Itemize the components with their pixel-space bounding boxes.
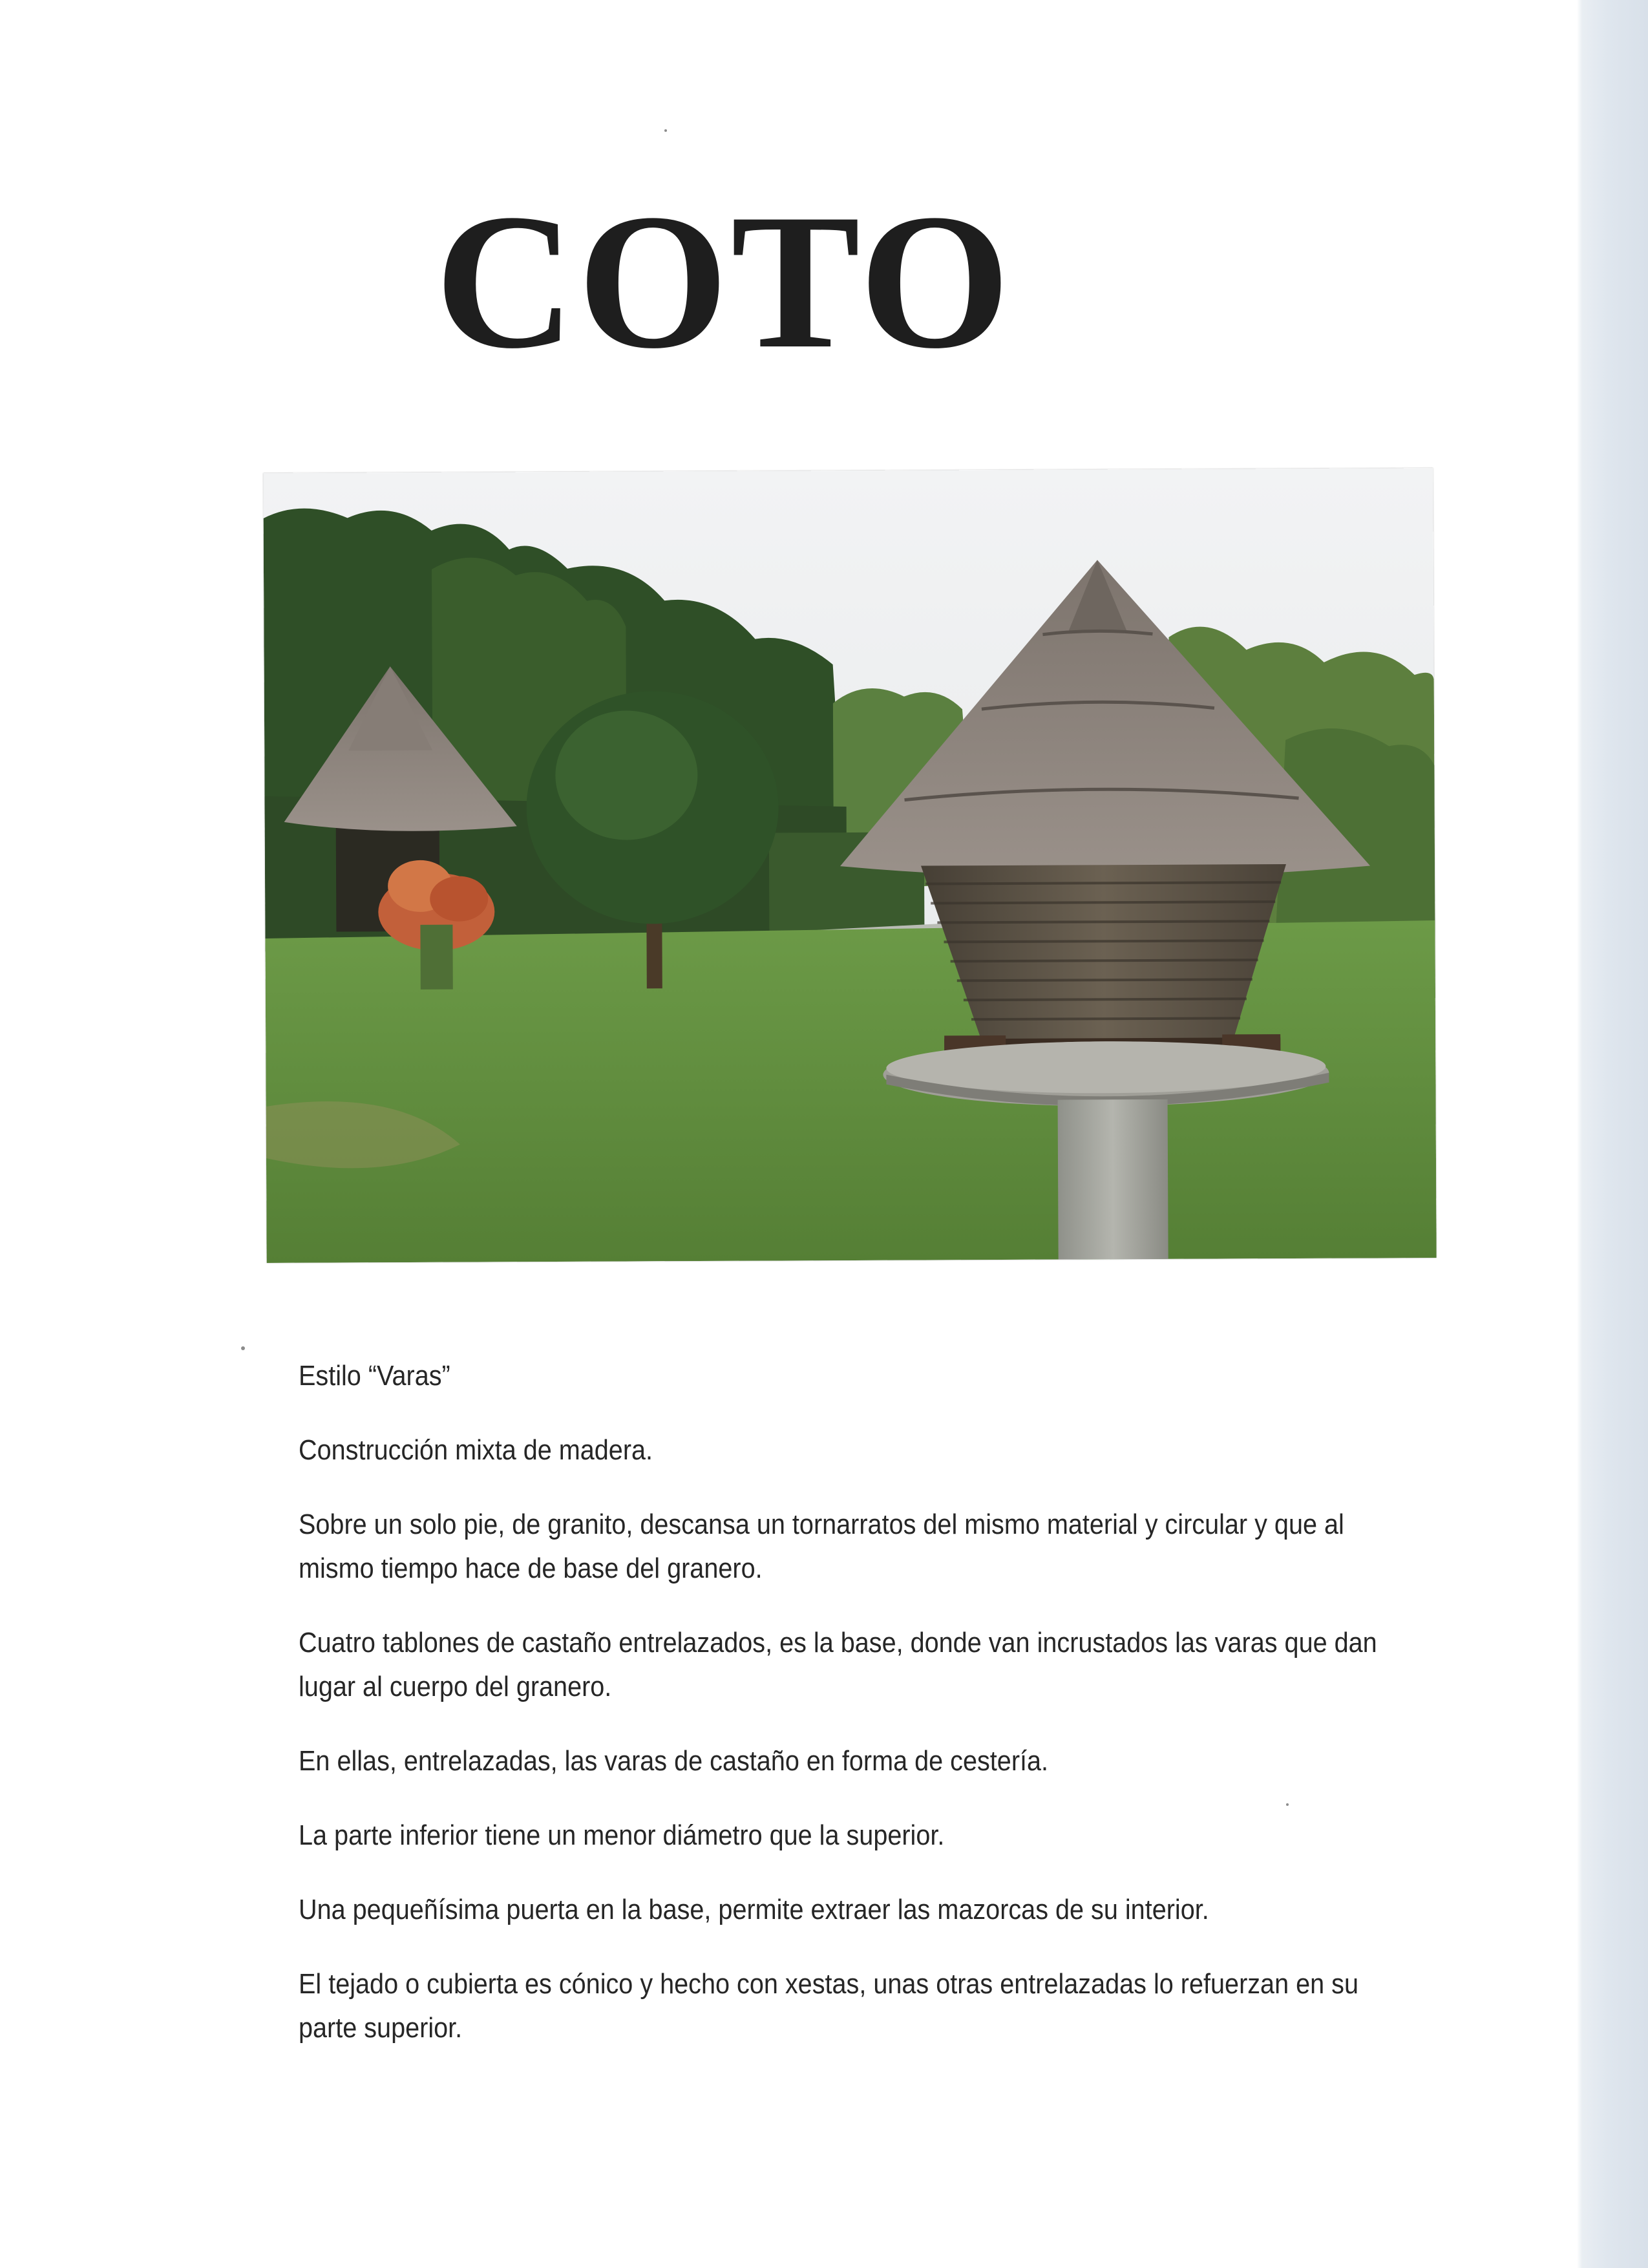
paragraph-roof: El tejado o cubierta es cónico y hecho con xestas, unas otras entrelazadas lo refuerzan en su parte superior. — [299, 1968, 1358, 2044]
paragraph-wicker: En ellas, entrelazadas, las varas de castaño en forma de cestería. — [299, 1745, 1049, 1777]
paragraph-style: Estilo “Varas” — [299, 1360, 450, 1392]
granary-photo-illustration — [263, 468, 1436, 1263]
granary-photo — [263, 468, 1436, 1263]
paragraph-door: Una pequeñísima puerta en la base, permite extraer las mazorcas de su interior. — [299, 1894, 1209, 1925]
scan-speck — [664, 129, 667, 132]
scanner-background-strip — [1582, 0, 1648, 2268]
page-title: COTO — [434, 174, 1013, 388]
paragraph-diameter: La parte inferior tiene un menor diámetro que la superior. — [299, 1819, 945, 1851]
scan-speck — [1286, 1803, 1289, 1806]
description-text — [299, 1354, 1415, 2081]
scan-speck — [241, 1346, 245, 1350]
paragraph-pillar: Sobre un solo pie, de granito, descansa un tornarratos del mismo material y circular y que al mismo tiempo hace de base del granero. — [299, 1509, 1344, 1584]
paragraph-planks: Cuatro tablones de castaño entrelazados, es la base, donde van incrustados las varas que dan lugar al cuerpo del granero. — [299, 1627, 1377, 1702]
paragraph-construction: Construcción mixta de madera. — [299, 1434, 653, 1466]
